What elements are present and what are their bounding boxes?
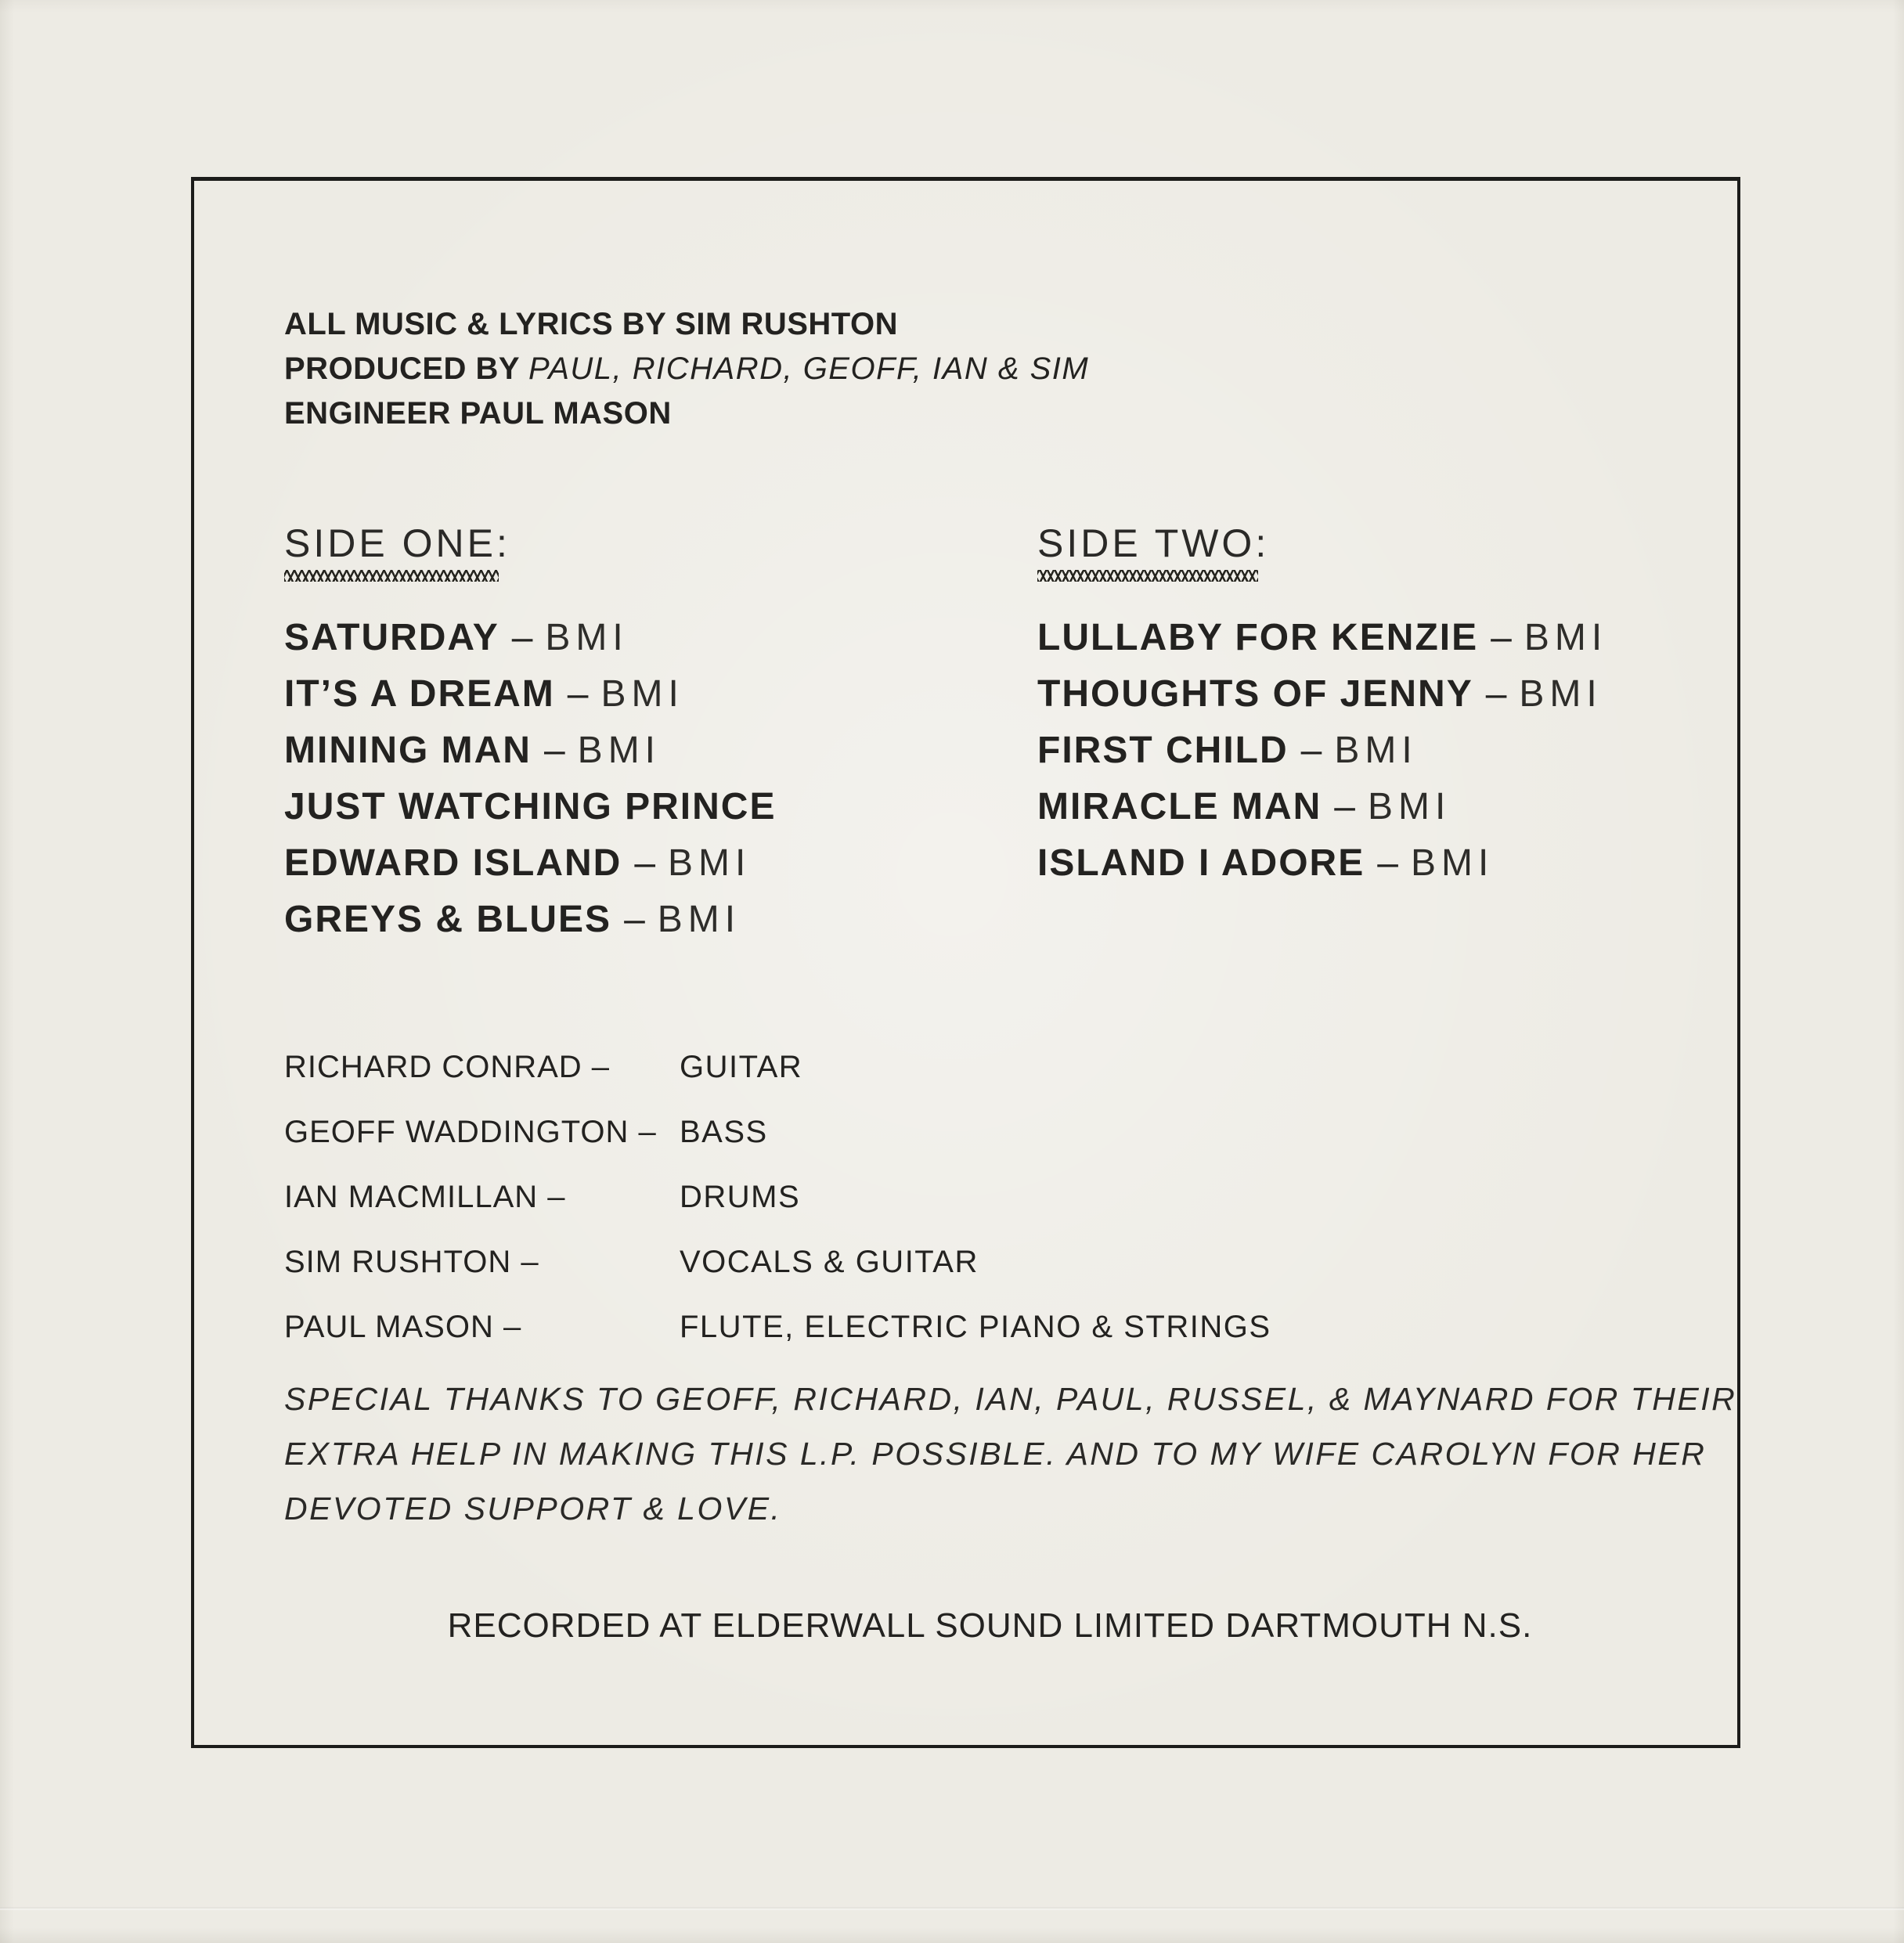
- musician-instrument: GUITAR: [680, 1050, 803, 1084]
- track-title: THOUGHTS OF JENNY: [1037, 673, 1473, 715]
- side-two-column: [1037, 523, 1607, 900]
- track-dash: –: [1334, 786, 1355, 827]
- musician-instrument: DRUMS: [680, 1180, 801, 1214]
- credit-engineer: ENGINEER PAUL MASON: [284, 396, 672, 431]
- track-item: [284, 844, 801, 900]
- special-thanks-line: SPECIAL THANKS TO GEOFF, RICHARD, IAN, PAUL, RUSSEL, & MAYNARD FOR THEIR: [284, 1381, 1737, 1417]
- track-dash: –: [634, 842, 656, 884]
- credit-music-lyrics: ALL MUSIC & LYRICS BY SIM RUSHTON: [284, 307, 898, 341]
- track-item: [284, 900, 801, 957]
- track-dash: –: [1491, 617, 1512, 658]
- track-item: [284, 618, 801, 675]
- track-rights: BMI: [577, 730, 662, 771]
- track-item: [1037, 675, 1607, 731]
- track-item: [1037, 731, 1607, 788]
- track-rights: BMI: [668, 842, 752, 884]
- track-dash: –: [543, 730, 565, 771]
- side-one-header: SIDE ONE:: [284, 521, 510, 565]
- track-rights: BMI: [600, 673, 684, 715]
- musician-instrument: BASS: [680, 1115, 768, 1149]
- track-title: MIRACLE MAN: [1037, 786, 1322, 827]
- track-title: JUST WATCHING PRINCE: [284, 786, 777, 827]
- special-thanks-line: EXTRA HELP IN MAKING THIS L.P. POSSIBLE. AND TO MY WIFE CAROLYN FOR HER: [284, 1436, 1707, 1472]
- track-title: IT’S A DREAM: [284, 673, 555, 715]
- track-dash: –: [567, 673, 589, 715]
- musician-name: IAN MACMILLAN –: [284, 1180, 566, 1214]
- recorded-at-line: RECORDED AT ELDERWALL SOUND LIMITED DARTMOUTH N.S.: [447, 1606, 1533, 1645]
- musician-instrument: FLUTE, ELECTRIC PIANO & STRINGS: [680, 1310, 1271, 1344]
- track-item: [284, 731, 801, 788]
- track-dash: –: [511, 617, 533, 658]
- musician-name: GEOFF WADDINGTON –: [284, 1115, 657, 1149]
- side-two-header: SIDE TWO:: [1037, 521, 1270, 565]
- track-rights: BMI: [1334, 730, 1418, 771]
- track-title: EDWARD ISLAND: [284, 842, 622, 884]
- side-one-track-list: [284, 618, 801, 957]
- track-dash: –: [624, 899, 645, 940]
- side-one-underline-decoration: [284, 570, 499, 582]
- track-dash: –: [1300, 730, 1322, 771]
- credit-produced-names: PAUL, RICHARD, GEOFF, IAN & SIM: [528, 351, 1090, 386]
- credit-produced: [284, 347, 1089, 391]
- track-dash: –: [1377, 842, 1398, 884]
- track-item: [1037, 844, 1607, 900]
- credits-block: [284, 302, 1089, 436]
- track-rights: BMI: [545, 617, 629, 658]
- side-one-column: [284, 523, 801, 957]
- track-rights: BMI: [1368, 786, 1451, 827]
- track-item: [1037, 788, 1607, 844]
- track-rights: BMI: [657, 899, 741, 940]
- track-dash: –: [1485, 673, 1507, 715]
- credit-produced-prefix: PRODUCED BY: [284, 351, 528, 386]
- track-title: SATURDAY: [284, 617, 499, 658]
- track-rights: BMI: [1524, 617, 1608, 658]
- track-item: [284, 675, 801, 731]
- track-title: GREYS & BLUES: [284, 899, 612, 940]
- musician-instrument: VOCALS & GUITAR: [680, 1245, 979, 1279]
- special-thanks-line: DEVOTED SUPPORT & LOVE.: [284, 1491, 782, 1527]
- musician-name: SIM RUSHTON –: [284, 1245, 539, 1279]
- special-thanks-block: [284, 1372, 1736, 1536]
- musician-name: RICHARD CONRAD –: [284, 1050, 611, 1084]
- track-title: LULLABY FOR KENZIE: [1037, 617, 1479, 658]
- track-title: FIRST CHILD: [1037, 730, 1289, 771]
- track-title: MINING MAN: [284, 730, 532, 771]
- track-rights: BMI: [1519, 673, 1603, 715]
- side-two-track-list: [1037, 618, 1607, 900]
- track-item: [1037, 618, 1607, 675]
- side-two-underline-decoration: [1037, 570, 1258, 582]
- track-rights: BMI: [1410, 842, 1495, 884]
- track-item: [284, 788, 801, 844]
- track-title: ISLAND I ADORE: [1037, 842, 1365, 884]
- musician-name: PAUL MASON –: [284, 1310, 522, 1344]
